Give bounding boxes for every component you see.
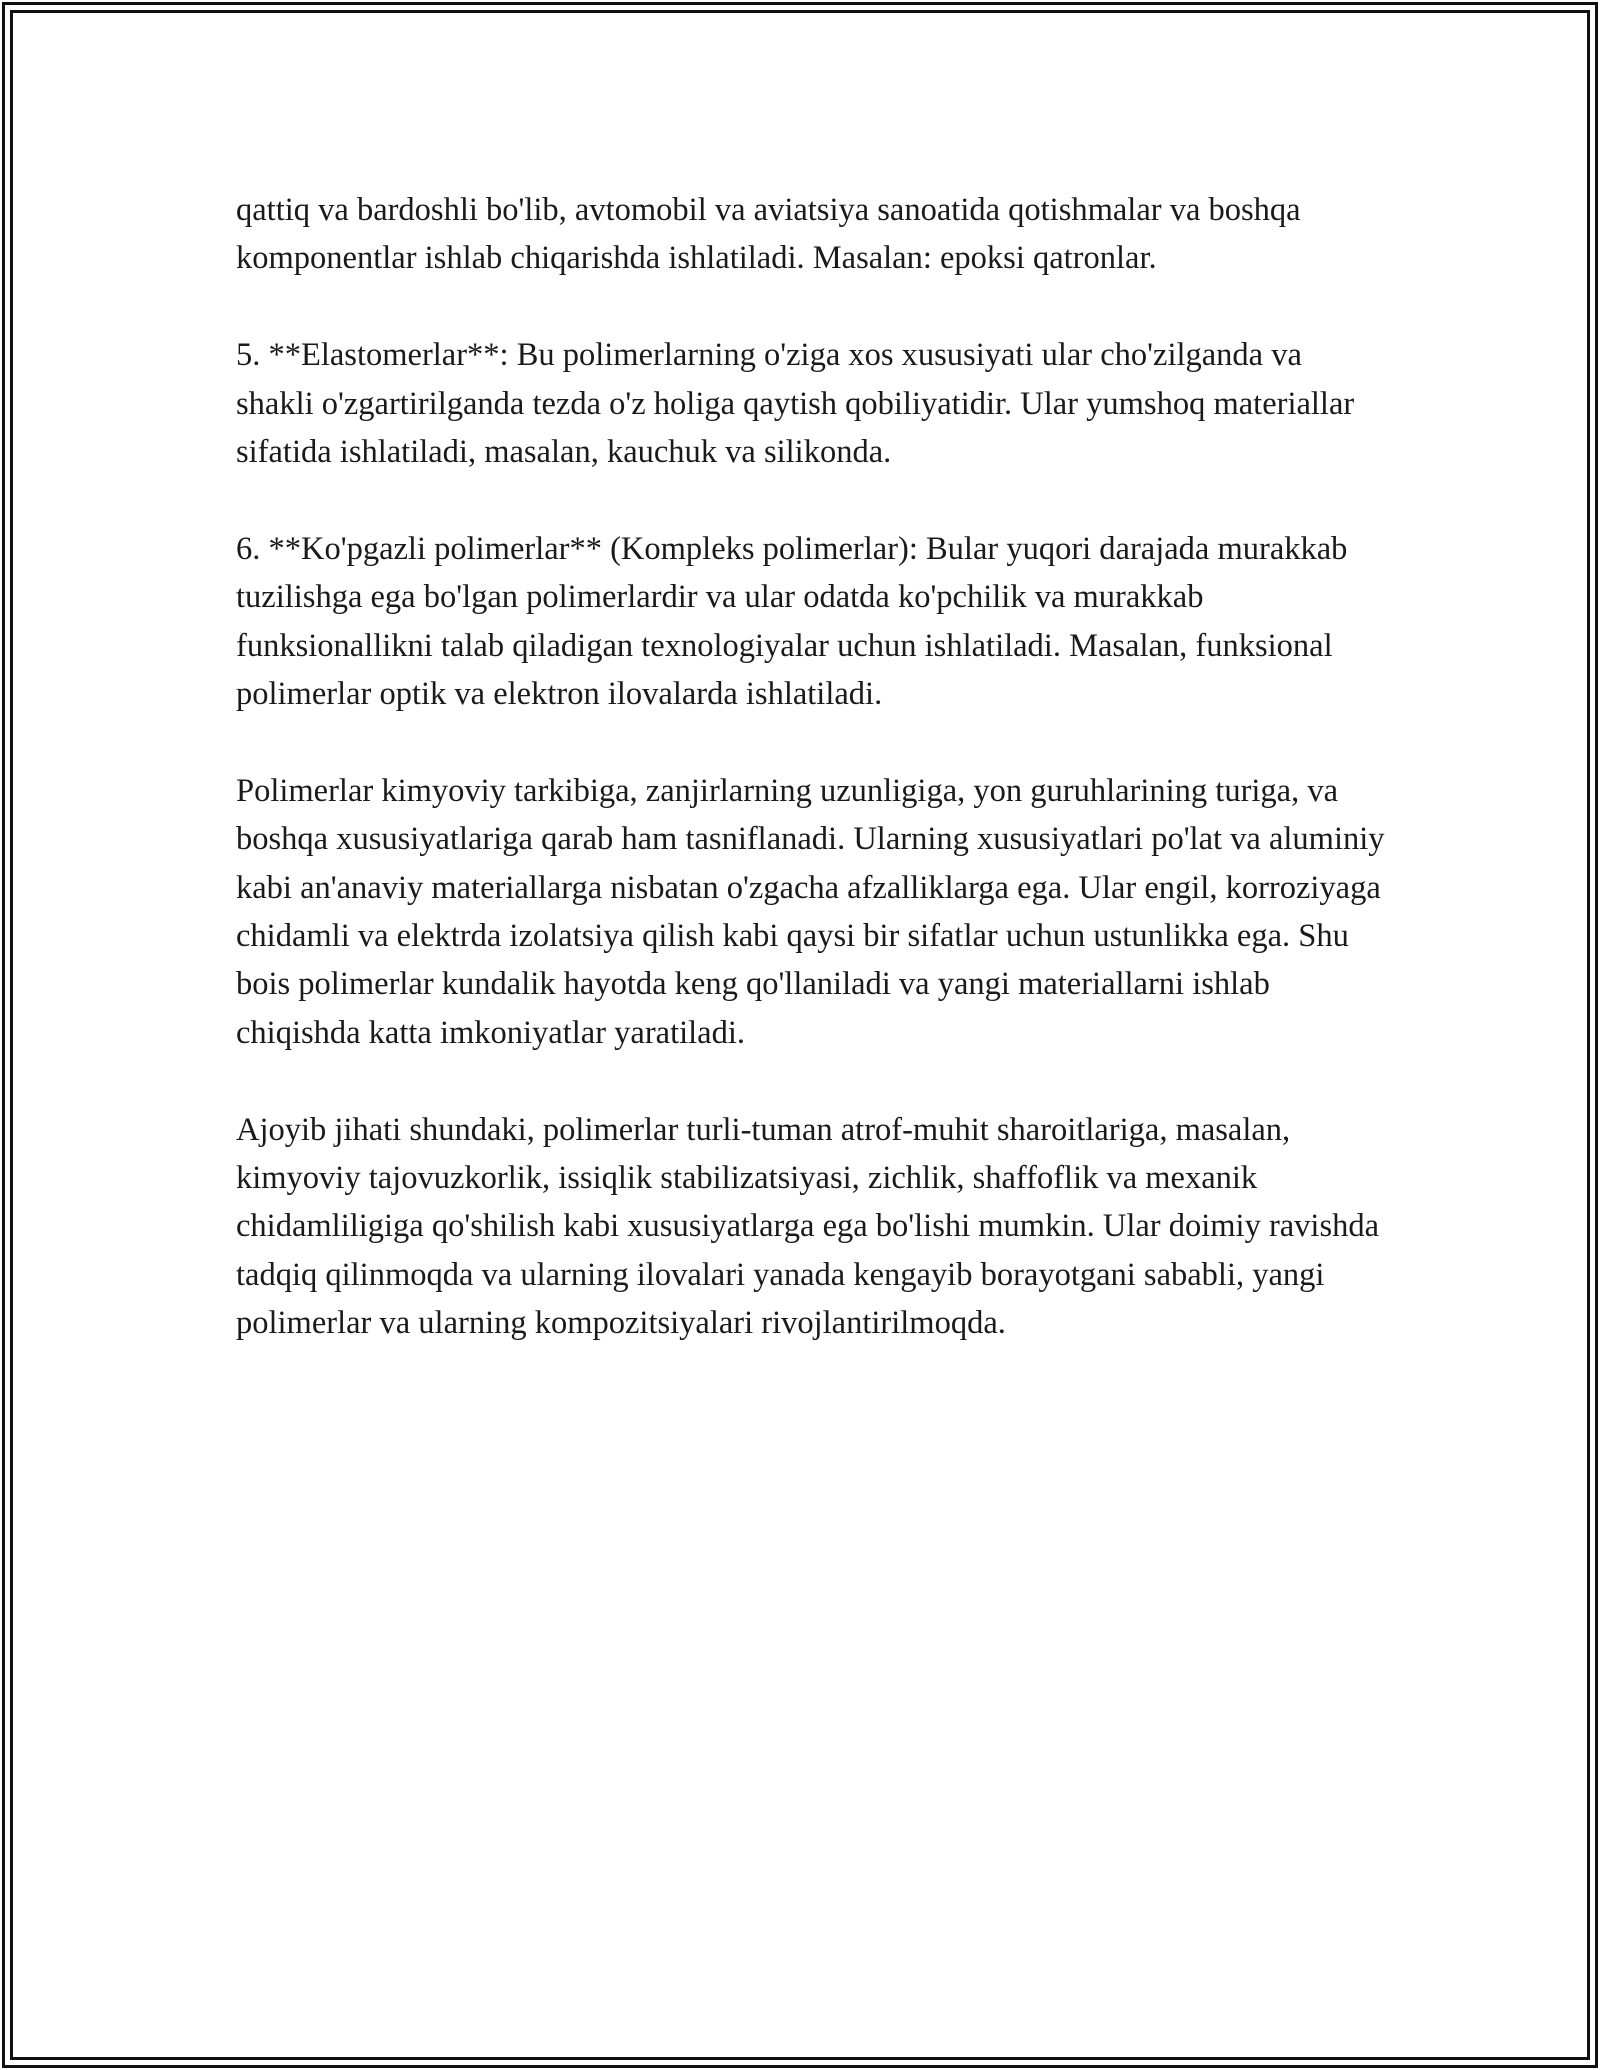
paragraph-classification: Polimerlar kimyoviy tarkibiga, zanjirlarning uzunligiga, yon guruhlarining turiga, va boshqa xususiyatlariga qarab ham tasniflanadi. Ularning xususiyatlari po'lat va aluminiy kabi an'anaviy materiallarga nisbatan o'zgacha afzalliklarga ega. Ular engil, korroziyaga chidamli va elektrda izolatsiya qilish kabi qaysi bir sifatlar uchun ustunlikka ega. Shu bois polimerlar kundalik hayotda keng qo'llaniladi va yangi materiallarni ishlab chiqishda katta imkoniyatlar yaratiladi. <box>236 772 1385 1051</box>
paragraph-continuation: qattiq va bardoshli bo'lib, avtomobil va aviatsiya sanoatida qotishmalar va boshqa komponentlar ishlab chiqarishda ishlatiladi. Masalan: epoksi qatronlar. <box>236 192 1301 277</box>
paragraph-elastomers: 5. **Elastomerlar**: Bu polimerlarning o'ziga xos xususiyati ular cho'zilganda va shakli o'zgartirilganda tezda o'z holiga qaytish qobiliyatidir. Ular yumshoq materiallar sifatida ishlatiladi, masalan, kauchuk va silikonda. <box>236 337 1355 471</box>
paragraph-complex-polymers: 6. **Ko'pgazli polimerlar** (Kompleks polimerlar): Bular yuqori darajada murakkab tuzilishga ega bo'lgan polimerlardir va ular odatda ko'pchilik va murakkab funksionallikni talab qiladigan texnologiyalar uchun ishlatiladi. Masalan, funksional polimerlar optik va elektron ilovalarda ishlatiladi. <box>236 530 1348 713</box>
document-body <box>236 186 1386 1348</box>
paragraph-conclusion: Ajoyib jihati shundaki, polimerlar turli-tuman atrof-muhit sharoitlariga, masalan, kimyoviy tajovuzkorlik, issiqlik stabilizatsiyasi, zichlik, shaffoflik va mexanik chidamliligiga qo'shilish kabi xususiyatlarga ega bo'lishi mumkin. Ular doimiy ravishda tadqiq qilinmoqda va ularning ilovalari yanada kengayib borayotgani sababli, yangi polimerlar va ularning kompozitsiyalari rivojlantirilmoqda. <box>236 1111 1380 1342</box>
